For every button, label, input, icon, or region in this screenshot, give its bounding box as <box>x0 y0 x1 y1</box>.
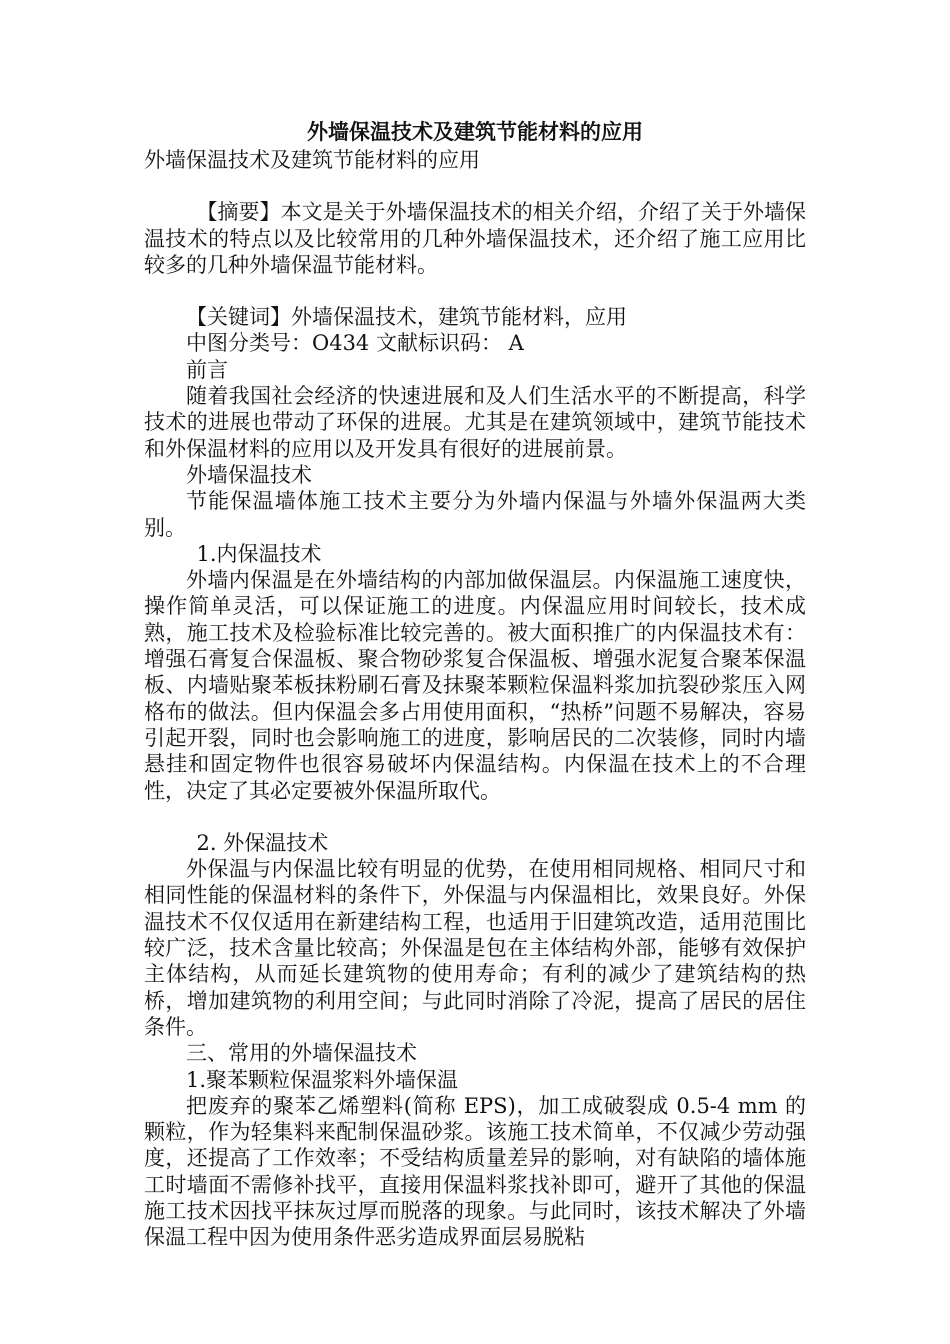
document-subtitle: 外墙保温技术及建筑节能材料的应用 <box>144 148 480 172</box>
keywords-line: 【关键词】外墙保温技术，建筑节能材料，应用 <box>186 305 627 330</box>
common-techniques-heading: 三、常用的外墙保温技术 <box>186 1041 417 1066</box>
spacer <box>144 804 806 830</box>
section-heading: 外墙保温技术 <box>186 462 312 487</box>
preface-paragraph: 随着我国社会经济的快速进展和及人们生活水平的不断提高，科学技术的进展也带动了环保的进展。尤其是在建筑领域中，建筑节能技术和外保温材料的应用以及开发具有很好的进展前景。 <box>144 384 806 461</box>
document-page <box>144 119 806 1251</box>
eps-paragraph: 把废弃的聚苯乙烯塑料(简称 EPS)，加工成破裂成 0.5-4 mm 的颗粒，作为轻集料来配制保温砂浆。该施工技术简单，不仅减少劳动强度，还提高了工作效率；不受结构质量差异的影响，对有缺陷的墙体施工时墙面不需修补找平，直接用保温料浆找补即可，避开了其他的保温施工技术因找平抹灰过厚而脱落的现象。与此同时，该技术解决了外墙保温工程中因为使用条件恶劣造成界面层易脱粘 <box>144 1093 806 1250</box>
spacer <box>144 173 806 199</box>
outer-insulation-paragraph: 外保温与内保温比较有明显的优势，在使用相同规格、相同尺寸和相同性能的保温材料的条件下，外保温与内保温相比，效果良好。外保温技术不仅仅适用在新建结构工程，也适用于旧建筑改造，适用范围比较广泛，技术含量比较高；外保温是包在主体结构外部，能够有效保护主体结构，从而延长建筑物的使用寿命；有利的减少了建筑结构的热桥，增加建筑物的利用空间；与此同时消除了冷泥，提高了居民的居住条件。 <box>144 857 806 1039</box>
outer-insulation-heading: 2. 外保温技术 <box>196 830 329 855</box>
section-paragraph: 节能保温墙体施工技术主要分为外墙内保温与外墙外保温两大类别。 <box>144 489 806 540</box>
preface-heading: 前言 <box>186 357 228 382</box>
abstract-paragraph: 【摘要】本文是关于外墙保温技术的相关介绍，介绍了关于外墙保温技术的特点以及比较常用的几种外墙保温技术，还介绍了施工应用比较多的几种外墙保温节能材料。 <box>144 200 806 277</box>
classification-line: 中图分类号：O434 文献标识码： A <box>186 331 524 356</box>
inner-insulation-paragraph: 外墙内保温是在外墙结构的内部加做保温层。内保温施工速度快，操作简单灵活，可以保证施工的进度。内保温应用时间较长，技术成熟，施工技术及检验标准比较完善的。被大面积推广的内保温技术有：增强石膏复合保温板、聚合物砂浆复合保温板、增强水泥复合聚苯保温板、内墙贴聚苯板抹粉刷石膏及抹聚苯颗粒保温料浆加抗裂砂浆压入网格布的做法。但内保温会多占用使用面积，“热桥”问题不易解决，容易引起开裂，同时也会影响施工的进度，影响居民的二次装修，同时内墙悬挂和固定物件也很容易破坏内保温结构。内保温在技术上的不合理性，决定了其必定要被外保温所取代。 <box>144 568 806 803</box>
document-title: 外墙保温技术及建筑节能材料的应用 <box>307 119 643 144</box>
inner-insulation-heading: 1.内保温技术 <box>196 541 322 566</box>
spacer <box>144 278 806 304</box>
eps-heading: 1.聚苯颗粒保温浆料外墙保温 <box>186 1067 459 1092</box>
